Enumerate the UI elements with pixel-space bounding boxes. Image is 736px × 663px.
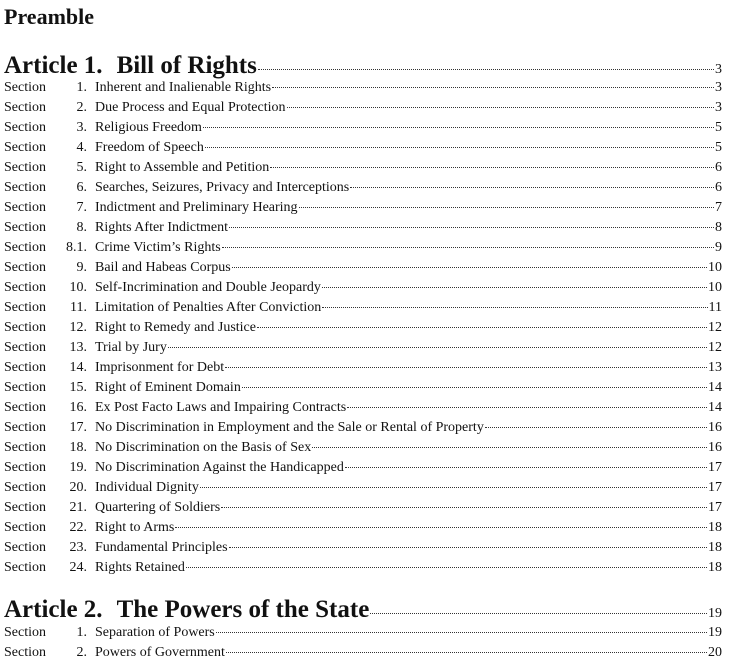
section-page-number: 16 xyxy=(708,420,722,435)
toc-row[interactable] xyxy=(4,318,722,338)
section-title: No Discrimination in Employment and the Sale or Rental of Property xyxy=(95,420,484,435)
section-page-number: 11 xyxy=(708,300,722,315)
dot-leader xyxy=(287,107,714,108)
section-page-number: 12 xyxy=(708,340,722,355)
section-title: Rights After Indictment xyxy=(95,220,228,235)
section-page-number: 18 xyxy=(708,520,722,535)
dot-leader xyxy=(175,527,707,528)
section-number: 16. xyxy=(69,400,87,415)
section-page-number: 3 xyxy=(715,100,722,115)
toc-row[interactable] xyxy=(4,298,722,318)
section-number: 11. xyxy=(70,300,87,315)
section-label: Section xyxy=(4,500,46,515)
section-number: 15. xyxy=(69,380,87,395)
section-page-number: 12 xyxy=(708,320,722,335)
toc-row[interactable] xyxy=(4,258,722,278)
section-number: 9. xyxy=(76,260,87,275)
dot-leader xyxy=(200,487,707,488)
section-label: Section xyxy=(4,460,46,475)
dot-leader xyxy=(229,547,707,548)
section-title: Bail and Habeas Corpus xyxy=(95,260,231,275)
section-label: Section xyxy=(4,625,46,640)
article-2-section-list xyxy=(4,623,722,663)
article-1-section-list xyxy=(4,78,722,578)
toc-row[interactable] xyxy=(4,218,722,238)
section-page-number: 17 xyxy=(708,480,722,495)
toc-row[interactable] xyxy=(4,418,722,438)
section-title: Right to Arms xyxy=(95,520,175,535)
section-title: Crime Victim’s Rights xyxy=(95,240,221,255)
section-label: Section xyxy=(4,120,46,135)
section-number: 23. xyxy=(69,540,87,555)
section-page-number: 13 xyxy=(708,360,722,375)
section-page-number: 14 xyxy=(708,400,722,415)
toc-row[interactable] xyxy=(4,238,722,258)
dot-leader xyxy=(203,127,714,128)
section-title: Self-Incrimination and Double Jeopardy xyxy=(95,280,321,295)
section-number: 8.1. xyxy=(66,240,87,255)
dot-leader xyxy=(168,347,707,348)
section-title: Individual Dignity xyxy=(95,480,199,495)
dot-leader xyxy=(272,87,714,88)
dot-leader xyxy=(226,652,707,653)
section-label: Section xyxy=(4,645,46,660)
dot-leader xyxy=(258,69,714,70)
section-label: Section xyxy=(4,480,46,495)
section-page-number: 7 xyxy=(715,200,722,215)
section-label: Section xyxy=(4,520,46,535)
toc-row[interactable] xyxy=(4,358,722,378)
section-label: Section xyxy=(4,300,46,315)
section-label: Section xyxy=(4,160,46,175)
dot-leader xyxy=(216,632,707,633)
section-page-number: 16 xyxy=(708,440,722,455)
section-number: 2. xyxy=(76,100,87,115)
section-title: Inherent and Inalienable Rights xyxy=(95,80,272,95)
toc-row[interactable] xyxy=(4,278,722,298)
section-title: Trial by Jury xyxy=(95,340,167,355)
section-page-number: 14 xyxy=(708,380,722,395)
section-number: 21. xyxy=(69,500,87,515)
section-label: Section xyxy=(4,180,46,195)
article-name: Bill of Rights xyxy=(116,52,257,79)
dot-leader xyxy=(322,307,707,308)
section-number: 4. xyxy=(76,140,87,155)
section-page-number: 5 xyxy=(715,120,722,135)
section-page-number: 18 xyxy=(708,540,722,555)
section-label: Section xyxy=(4,440,46,455)
section-number: 7. xyxy=(76,200,87,215)
section-number: 6. xyxy=(76,180,87,195)
section-page-number: 5 xyxy=(715,140,722,155)
section-number: 12. xyxy=(69,320,87,335)
section-title: Powers of Government xyxy=(95,645,225,660)
section-label: Section xyxy=(4,360,46,375)
toc-row[interactable] xyxy=(4,538,722,558)
section-number: 2. xyxy=(76,645,87,660)
section-page-number: 17 xyxy=(708,500,722,515)
toc-row[interactable] xyxy=(4,498,722,518)
section-number: 22. xyxy=(69,520,87,535)
section-number: 5. xyxy=(76,160,87,175)
section-title: Freedom of Speech xyxy=(95,140,204,155)
dot-leader xyxy=(232,267,707,268)
section-page-number: 18 xyxy=(708,560,722,575)
section-number: 10. xyxy=(69,280,87,295)
section-title: No Discrimination Against the Handicapped xyxy=(95,460,344,475)
section-label: Section xyxy=(4,220,46,235)
toc-row[interactable] xyxy=(4,158,722,178)
section-title: Separation of Powers xyxy=(95,625,215,640)
article-page-number: 3 xyxy=(715,62,722,77)
article-number: Article 1. xyxy=(4,52,103,79)
toc-row[interactable] xyxy=(4,398,722,418)
section-page-number: 10 xyxy=(708,280,722,295)
section-label: Section xyxy=(4,540,46,555)
section-label: Section xyxy=(4,200,46,215)
toc-row[interactable] xyxy=(4,643,722,663)
dot-leader xyxy=(350,187,714,188)
section-label: Section xyxy=(4,240,46,255)
section-page-number: 19 xyxy=(708,625,722,640)
dot-leader xyxy=(221,507,707,508)
dot-leader xyxy=(225,367,707,368)
section-number: 24. xyxy=(69,560,87,575)
article-title xyxy=(4,596,369,624)
section-title: Religious Freedom xyxy=(95,120,202,135)
section-title: Indictment and Preliminary Hearing xyxy=(95,200,298,215)
section-number: 1. xyxy=(76,625,87,640)
section-title: Searches, Seizures, Privacy and Interceptions xyxy=(95,180,350,195)
toc-row[interactable] xyxy=(4,98,722,118)
preamble-heading[interactable]: Preamble xyxy=(4,4,95,29)
section-page-number: 10 xyxy=(708,260,722,275)
toc-row[interactable] xyxy=(4,138,722,158)
dot-leader xyxy=(222,247,714,248)
section-number: 8. xyxy=(76,220,87,235)
section-title: Rights Retained xyxy=(95,560,185,575)
toc-row[interactable] xyxy=(4,558,722,578)
section-page-number: 17 xyxy=(708,460,722,475)
section-label: Section xyxy=(4,400,46,415)
section-page-number: 6 xyxy=(715,160,722,175)
article-2-heading[interactable] xyxy=(4,596,722,624)
toc-row[interactable] xyxy=(4,478,722,498)
toc-row[interactable] xyxy=(4,623,722,643)
toc-row[interactable] xyxy=(4,78,722,98)
toc-row[interactable] xyxy=(4,338,722,358)
section-title: Right of Eminent Domain xyxy=(95,380,241,395)
section-number: 1. xyxy=(76,80,87,95)
section-number: 17. xyxy=(69,420,87,435)
section-label: Section xyxy=(4,560,46,575)
toc-row[interactable] xyxy=(4,438,722,458)
section-number: 13. xyxy=(69,340,87,355)
section-title: Imprisonment for Debt xyxy=(95,360,225,375)
dot-leader xyxy=(186,567,707,568)
article-title xyxy=(4,52,257,80)
toc-row[interactable] xyxy=(4,178,722,198)
section-title: Ex Post Facto Laws and Impairing Contracts xyxy=(95,400,347,415)
section-label: Section xyxy=(4,280,46,295)
section-label: Section xyxy=(4,320,46,335)
section-title: Right to Remedy and Justice xyxy=(95,320,256,335)
section-page-number: 20 xyxy=(708,645,722,660)
section-label: Section xyxy=(4,140,46,155)
section-label: Section xyxy=(4,260,46,275)
dot-leader xyxy=(345,467,707,468)
section-number: 20. xyxy=(69,480,87,495)
article-page-number: 19 xyxy=(708,606,722,621)
section-title: Fundamental Principles xyxy=(95,540,228,555)
toc-row[interactable] xyxy=(4,118,722,138)
section-number: 3. xyxy=(76,120,87,135)
section-label: Section xyxy=(4,340,46,355)
article-number: Article 2. xyxy=(4,596,103,623)
dot-leader xyxy=(485,427,707,428)
dot-leader xyxy=(270,167,714,168)
section-page-number: 3 xyxy=(715,80,722,95)
section-title: No Discrimination on the Basis of Sex xyxy=(95,440,312,455)
dot-leader xyxy=(242,387,707,388)
dot-leader xyxy=(312,447,707,448)
section-page-number: 8 xyxy=(715,220,722,235)
toc-row[interactable] xyxy=(4,458,722,478)
section-title: Quartering of Soldiers xyxy=(95,500,221,515)
dot-leader xyxy=(257,327,707,328)
section-number: 18. xyxy=(69,440,87,455)
section-page-number: 9 xyxy=(715,240,722,255)
section-number: 19. xyxy=(69,460,87,475)
dot-leader xyxy=(370,613,707,614)
section-page-number: 6 xyxy=(715,180,722,195)
dot-leader xyxy=(347,407,707,408)
dot-leader xyxy=(205,147,714,148)
toc-row[interactable] xyxy=(4,198,722,218)
toc-row[interactable] xyxy=(4,518,722,538)
section-label: Section xyxy=(4,100,46,115)
section-label: Section xyxy=(4,380,46,395)
dot-leader xyxy=(299,207,714,208)
article-1-heading[interactable] xyxy=(4,52,722,80)
section-label: Section xyxy=(4,420,46,435)
toc-row[interactable] xyxy=(4,378,722,398)
section-title: Due Process and Equal Protection xyxy=(95,100,286,115)
section-label: Section xyxy=(4,80,46,95)
dot-leader xyxy=(322,287,707,288)
article-name: The Powers of the State xyxy=(116,596,370,623)
section-title: Limitation of Penalties After Conviction xyxy=(95,300,322,315)
section-number: 14. xyxy=(69,360,87,375)
section-title: Right to Assemble and Petition xyxy=(95,160,270,175)
dot-leader xyxy=(229,227,714,228)
